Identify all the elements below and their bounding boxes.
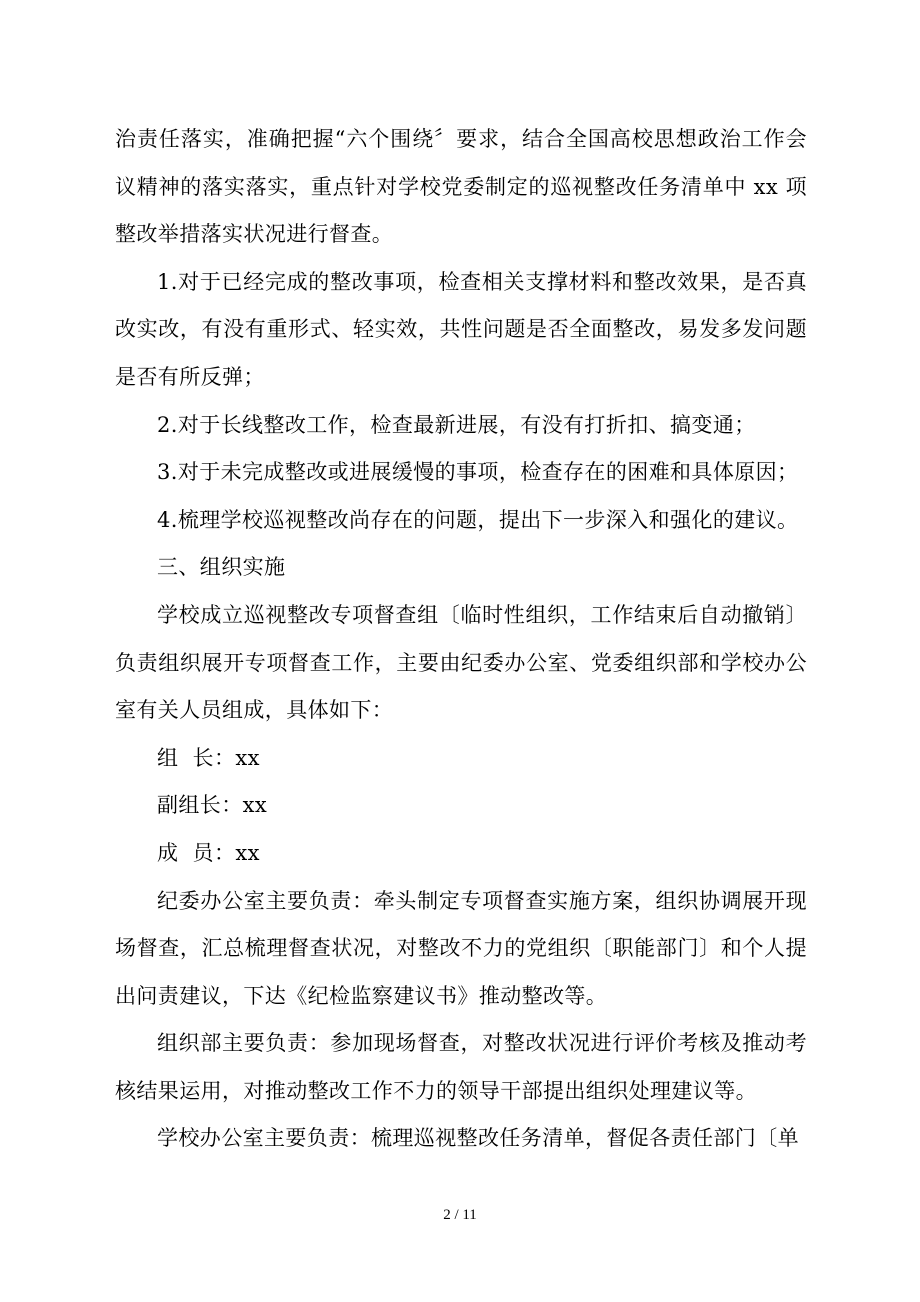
section-heading: 三、组织实施 [157,555,286,580]
member-members: 成 员：xx [157,840,260,865]
paragraph-organization: 学校成立巡视整改专项督查组〔临时性组织，工作结束后自动撤销〕负责组织展开专项督查工作，主要由纪委办公室、党委组织部和学校办公室有关人员组成，具体如下： [115,602,807,723]
paragraph-continuation: 治责任落实，准确把握“六个围绕〞要求，结合全国高校思想政治工作会议精神的落实落实，重点针对学校党委制定的巡视整改任务清单中 xx 项整改举措落实状况进行督查。 [115,127,807,247]
member-deputy-leader: 副组长：xx [157,793,268,818]
paragraph-organization-dept: 组织部主要负责：参加现场督查，对整改状况进行评价考核及推动考核结果运用，对推动整改工作不力的领导干部提出组织处理建议等。 [115,1031,807,1103]
page-number: 2 / 11 [443,1207,477,1223]
list-item-4: 4.梳理学校巡视整改尚存在的问题，提出下一步深入和强化的建议。 [157,507,799,532]
member-leader: 组 长：xx [157,745,260,770]
list-item-1: 1.对于已经完成的整改事项，检查相关支撑材料和整改效果，是否真改实改，有没有重形式、轻实效，共性问题是否全面整改，易发多发问题是否有所反弹； [115,269,807,389]
document-body [115,116,807,1163]
list-item-2: 2.对于长线整改工作，检查最新进展，有没有打折扣、搞变通； [157,412,756,437]
list-item-3: 3.对于未完成整改或进展缓慢的事项，检查存在的困难和具体原因； [157,460,799,485]
paragraph-discipline-office: 纪委办公室主要负责：牵头制定专项督查实施方案，组织协调展开现场督查，汇总梳理督查状况，对整改不力的党组织〔职能部门〕和个人提出问责建议，下达《纪检监察建议书》推动整改等。 [115,888,807,1008]
paragraph-school-office: 学校办公室主要负责：梳理巡视整改任务清单，督促各责任部门〔单 [157,1126,799,1151]
